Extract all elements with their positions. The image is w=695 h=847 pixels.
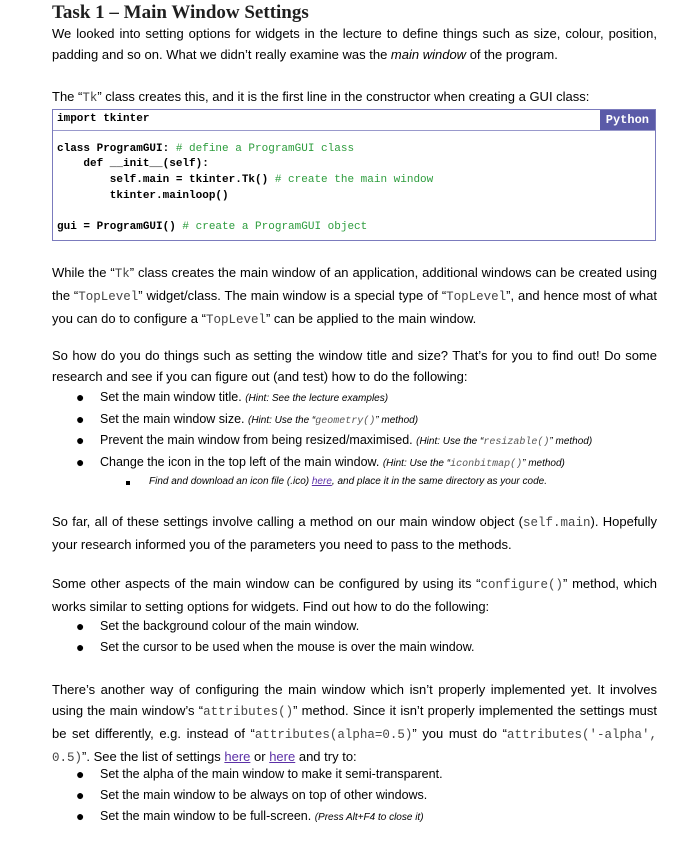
bullet-icon: ● [76,389,85,405]
bullet-icon: ● [76,639,85,655]
tk-sentence: The “Tk” class creates this, and it is the first line in the constructor when creating a GUI class: [52,89,590,105]
code-line-main: self.main = tkinter.Tk() # create the main window [57,174,434,186]
code-line-gui: gui = ProgramGUI() # create a ProgramGUI object [57,221,368,233]
bullet-icon: ● [76,766,85,782]
icon-download-link[interactable]: here [311,476,332,487]
page-title: Task 1 – Main Window Settings [52,2,309,23]
square-bullet-icon [126,481,130,485]
code-line-def: def __init__(self): [57,158,209,170]
intro-paragraph: We looked into setting options for widgets in the lecture to define things such as size, colour, position, padding and so on. What we didn’t really examine was the main window of the program. [52,26,657,62]
bullet-icon: ● [76,411,85,427]
code-line-mainloop: tkinter.mainloop() [57,190,229,202]
toplevel-paragraph: While the “Tk” class creates the main window of an application, additional windows can be created using the “TopLevel” widget/class. The main window is a special type of “TopLevel”, and hence most of what you can do to configure a “TopLevel” can be applied to the main window. [52,265,657,327]
sofar-paragraph: So far, all of these settings involve calling a method on our main window object (self.main). Hopefully your research informed you of the parameters you need to pass to the methods. [52,514,657,552]
code-block [52,109,656,241]
bullet-icon: ● [76,787,85,803]
bullet-icon: ● [76,808,85,824]
attributes-paragraph: There’s another way of configuring the main window which isn’t properly implemented yet. It involves using the main window’s “attributes()” method. Since it isn’t properly implemented the settings must be set differently, e.g. instead of “attributes(alpha=0.5)” you must do “attributes('-alpha', 0.5)”. See the list of settings here or here and try to: [52,682,657,765]
settings-link-1[interactable]: here [224,749,251,764]
settings-link-2[interactable]: here [269,749,296,764]
configure-paragraph: Some other aspects of the main window can be configured by using its “configure()” method, which works similar to setting options for widgets. Find out how to do the following: [52,576,657,614]
research-paragraph: So how do you do things such as setting the window title and size? That’s for you to find out! Do some research and see if you can figure out (and test) how to do the following: [52,348,657,384]
bullet-icon: ● [76,618,85,634]
code-header [53,110,655,131]
bullet-icon: ● [76,454,85,470]
bullet-icon: ● [76,432,85,448]
code-line-class: class ProgramGUI: # define a ProgramGUI class [57,143,355,155]
language-badge: Python [600,110,655,130]
code-line-import: import tkinter [57,113,150,125]
